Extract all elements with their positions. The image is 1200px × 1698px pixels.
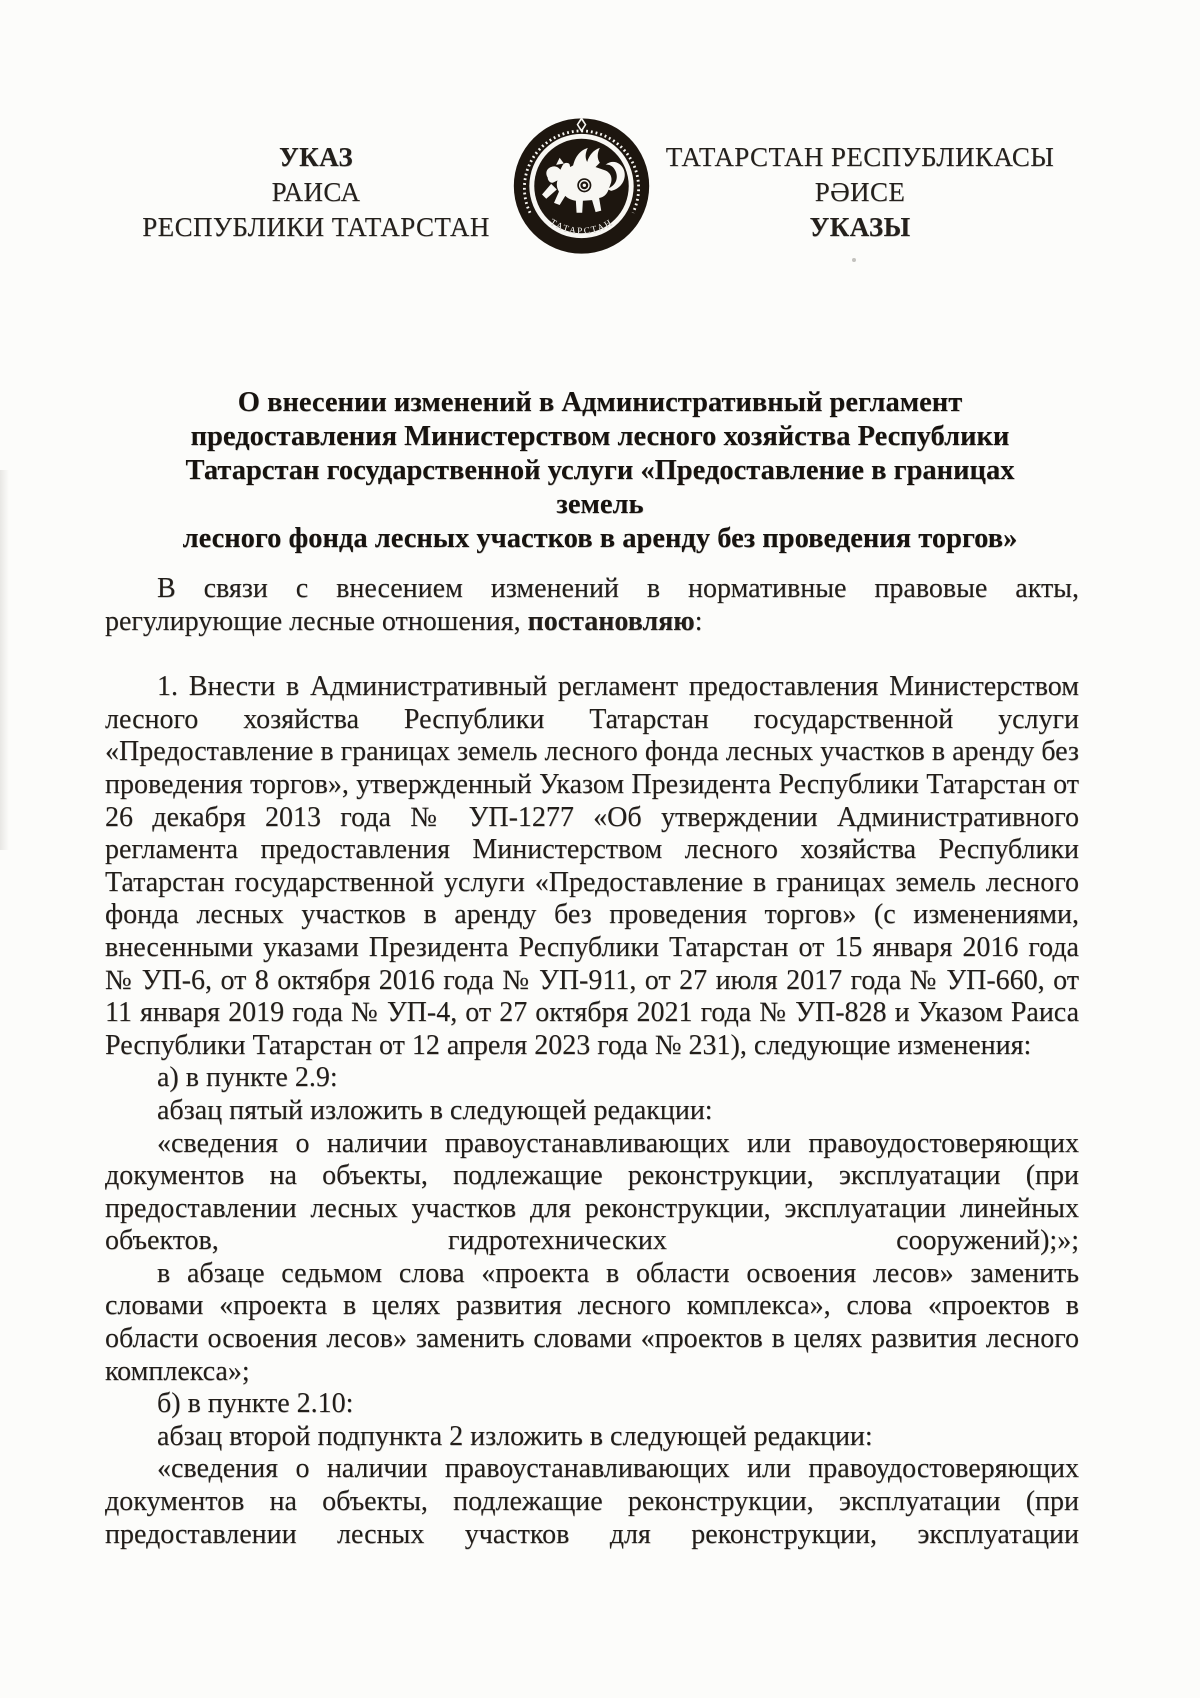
title-line-1: О внесении изменений в Административный регламент — [237, 387, 963, 418]
scan-artifact-dot — [852, 258, 856, 262]
header-right-line-raise: РӘИСЕ — [814, 177, 906, 207]
intro-bold-word: постановляю — [527, 605, 695, 637]
paragraph-clause-a-1: абзац пятый изложить в следующей редакции: — [157, 1094, 713, 1126]
emblem-ring-text: ТАТАРСТАН — [548, 216, 615, 236]
header-right-tatar — [662, 140, 1058, 245]
header-left-line-ukaz: УКАЗ — [278, 142, 354, 172]
paragraph-item-1: 1. Внести в Административный регламент предоставления Министерством лесного хозяйства Республики Татарстан государственной услуги «Предоставление в границах земель лесного фонда лесных участков в аренду без проведения торгов», утвержденный Указом Президента Республики Татарстан от 26 декабря 2013 года № УП-1277 «Об утверждении Административного регламента предоставления Министерством лесного хозяйства Республики Татарстан государственной услуги «Предоставление в границах земель лесного фонда лесных участков в аренду без проведения торгов» (с изменениями, внесенными указами Президента Республики Татарстан от 15 января 2016 года № УП-6, от 8 октября 2016 года № УП-911, от 27 июля 2017 года № УП-660, от 11 января 2019 года № УП-4, от 27 октября 2021 года № УП-828 и Указом Раиса Республики Татарстан от 12 апреля 2023 года № 231), следующие изменения: — [105, 671, 1079, 1061]
intro-text: В связи с внесением изменений в нормативные правовые акты, регулирующие лесные отношения, — [105, 573, 1079, 637]
header-left-russian — [138, 140, 494, 245]
scan-artifact — [0, 470, 9, 850]
title-line-3: Татарстан государственной услуги «Предоставление в границах земель — [185, 455, 1015, 520]
title-line-2: предоставления Министерством лесного хозяйства Республики — [190, 421, 1010, 452]
paragraph-clause-a-3: в абзаце седьмом слова «проекта в области освоения лесов» заменить словами «проекта в целях развития лесного комплекса», слова «проектов в области освоения лесов» заменить словами «проектов в целях развития лесного комплекса»; — [105, 1257, 1079, 1387]
paragraph-point-a: а) в пункте 2.9: — [157, 1062, 338, 1094]
paragraph-clause-a-2: «сведения о наличии правоустанавливающих или правоудостоверяющих документов на объекты, подлежащие реконструкции, эксплуатации (при предоставлении лесных участков для реконструкции, эксплуатации линейных объектов, гидротехнических сооружений);»; — [105, 1127, 1079, 1257]
header-right-line-ukazy: УКАЗЫ — [809, 212, 911, 242]
title-line-4: лесного фонда лесных участков в аренду без проведения торгов» — [182, 523, 1018, 554]
decree-body — [105, 573, 1079, 1551]
intro-paragraph — [105, 573, 1079, 638]
header-right-line-republic: ТАТАРСТАН РЕСПУБЛИКАСЫ — [665, 142, 1055, 172]
decree-title — [140, 386, 1060, 556]
header-left-line-republic: РЕСПУБЛИКИ ТАТАРСТАН — [142, 212, 490, 242]
paragraph-clause-b-2: «сведения о наличии правоустанавливающих или правоудостоверяющих документов на объекты, подлежащие реконструкции, эксплуатации (при предоставлении лесных участков для реконструкции, эксплуатации — [105, 1453, 1079, 1550]
header-left-line-raisa: РАИСА — [271, 177, 361, 207]
paragraph-point-b: б) в пункте 2.10: — [157, 1388, 354, 1420]
paragraph-clause-b-1: абзац второй подпункта 2 изложить в следующей редакции: — [157, 1420, 873, 1452]
tatarstan-coat-of-arms-icon — [511, 114, 652, 258]
intro-colon: : — [694, 605, 703, 637]
